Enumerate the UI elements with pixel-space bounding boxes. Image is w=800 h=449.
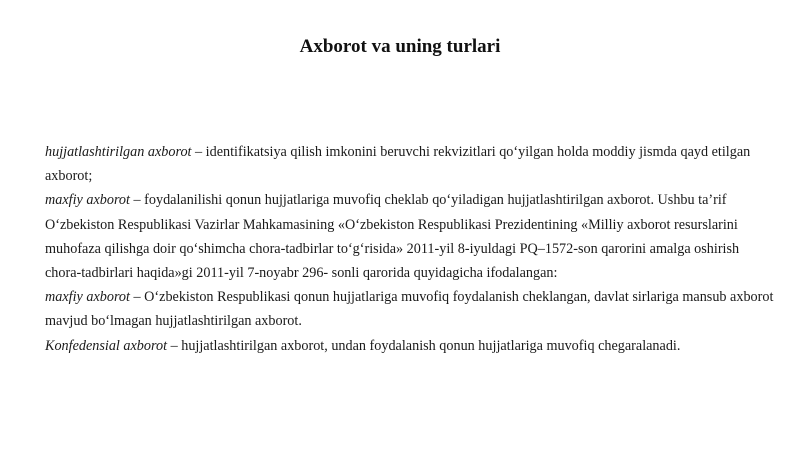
definition-paragraph: [45, 334, 775, 358]
slide-body: [45, 140, 775, 358]
slide-title: Axborot va uning turlari: [299, 36, 501, 57]
definition-term: hujjatlashtirilgan axborot: [45, 144, 192, 160]
definition-paragraph: [45, 140, 775, 188]
definition-text: – O‘zbekiston Respublikasi qonun hujjatlariga muvofiq foydalanish cheklangan, davlat sirlariga mansub axborot mavjud bo‘lmagan hujjatlashtirilgan axborot.: [45, 289, 774, 330]
definition-text: – identifikatsiya qilish imkonini beruvchi rekvizitlari qo‘yilgan holda moddiy jismda qayd etilgan axborot;: [45, 144, 751, 185]
definition-paragraph: [45, 188, 775, 285]
definition-term: Konfedensial axborot: [45, 337, 168, 354]
definition-term: maxfiy axborot: [45, 192, 130, 209]
definition-paragraph: [45, 285, 775, 333]
definition-term: maxfiy axborot: [45, 289, 130, 306]
definition-text: – hujjatlashtirilgan axborot, undan foydalanish qonun hujjatlariga muvofiq chegaralanadi.: [167, 337, 681, 354]
definition-text: – foydalanilishi qonun hujjatlariga muvofiq cheklab qo‘yiladigan hujjatlashtirilgan axborot. Ushbu ta’rif O‘zbekiston Respublikasi Vazirlar Mahkamasining «O‘zbekiston Respublikasi Prezidentining «Milliy axborot resurslarini muhofaza qilishga doir qo‘shimcha chora-tadbirlar to‘g‘risida» 2011-yil 8-iyuldagi PQ–1572-son qarorini amalga oshirish chora-tadbirlari haqida»gi 2011-yil 7-noyabr 296- sonli qarorida quyidagicha ifodalangan:: [45, 192, 740, 282]
